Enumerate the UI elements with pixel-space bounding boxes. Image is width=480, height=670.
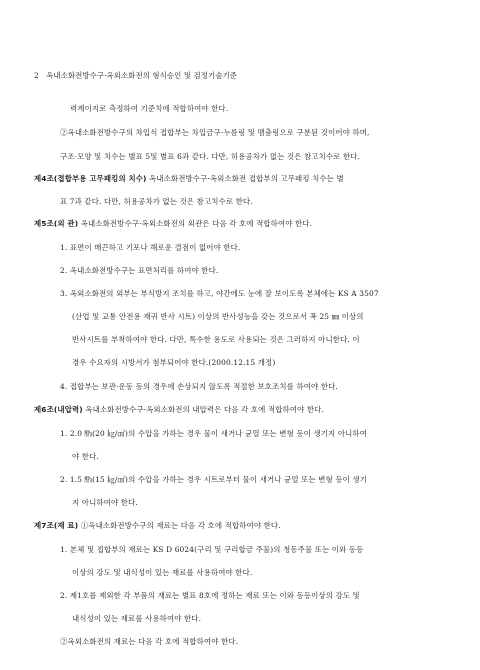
text-line: 이상의 강도 및 내식성이 있는 재료를 사용하여야 한다. bbox=[72, 568, 253, 577]
article-heading: 제5조(외 관) bbox=[34, 219, 79, 228]
paragraph-line: ②옥내소화전방수구의 차입식 접합부는 차입금구·누름링 및 맴춤링으로 구분된 것이어야 하며, bbox=[60, 128, 370, 137]
text-line: 는 재료를 사용하여야 한다. bbox=[60, 651, 98, 655]
text-line: 2. 제1호를 제외한 각 부품의 재료는 별표 9 및 별표 10에 정하는 재료 또는 이와 동등이상의 강도 bbox=[60, 656, 196, 660]
article-7-line: 제7조(재 료) ①옥내소화전방수구의 재료는 다음 각 호에 적합하여야 한다. bbox=[34, 521, 281, 530]
text-line: 3. 물이 항상 접촉되어 녹이 발생할 염려가 있는 부분은 내식가공 또는 방청가공을 하여야 bbox=[60, 666, 184, 670]
article-4-line: 제4조(접합부용 고무패킹의 치수) 옥내소화전방수구·옥외소화전 접합부의 고무패킹 치수는 별 bbox=[34, 174, 344, 183]
text-line: 야 한다. bbox=[72, 452, 99, 461]
text-line: 1. 본체 및 플랜지의 재료는 KS D 4301(회주철품)의 GC200 또는 이와 동등이상의 강도가 있 bbox=[60, 646, 193, 650]
text-line: (산업 및 교통 안전용 재귀 반사 시트) 이상의 반사성능을 갖는 것으로서 폭 25 ㎜ 이상의 bbox=[72, 312, 364, 321]
text-line: 구조·모양 및 치수는 별표 5및 별표 6과 같다. 다만, 허용공차가 없는 것은 참고치수로 한다. bbox=[60, 152, 361, 161]
text-line: 반사시트를 부착하여야 한다. 다만, 특수한 용도로 사용되는 것은 그러하지 아니한다. 이 bbox=[72, 335, 360, 344]
list-item: 2. 1.5 ㎫(15 ㎏/㎠)의 수압을 가하는 경우 시트로부터 물이 새거나 균열 또는 변형 등이 생기 bbox=[60, 475, 367, 484]
text-line: 지 아니하여야 한다. bbox=[72, 498, 138, 507]
list-item: 2. 옥내소화전방수구는 표면처리를 하여야 한다. bbox=[60, 266, 219, 275]
running-title: 옥내소화전방수구·옥외소화전의 형식승인 및 검정기술기준 bbox=[46, 71, 237, 80]
text-line: 내식성이 있는 재료를 사용하여야 한다. bbox=[72, 614, 202, 623]
list-item: 1. 표면이 매끈하고 기포나 해로운 결점이 없어야 한다. bbox=[60, 243, 241, 252]
list-item: 4. 접합부는 보관·운동 등의 경우에 손상되지 않도록 적절한 보호조치를 하여야 한다. bbox=[60, 382, 338, 391]
list-item: 2. 제1호를 제외한 각 부품의 재료는 별표 8호에 정하는 재료 또는 이와 동등이상의 강도 및 bbox=[60, 591, 360, 600]
running-header bbox=[34, 70, 237, 81]
article-heading: 제7조(재 료) bbox=[34, 521, 79, 530]
list-item: 3. 옥외소화전의 외부는 부식방지 조치를 하고, 야간에도 눈에 잘 보이도록 본체에는 KS A 3507 bbox=[60, 289, 379, 298]
list-item: 1. 본체 및 접합부의 재료는 KS D 6024(구리 및 구리합금 주물)의 청동주물 또는 이와 동등 bbox=[60, 545, 364, 554]
page-number: 2 bbox=[34, 71, 39, 80]
article-heading: 제4조(접합부용 고무패킹의 치수) bbox=[34, 174, 147, 183]
list-item: 1. 2.0 ㎫(20 ㎏/㎠)의 수압을 가하는 경우 물이 새거나 균열 또는 변형 등이 생기지 아니하여 bbox=[60, 429, 367, 438]
article-5-line: 제5조(외 관) 옥내소화전방수구·옥외소화전의 외관은 다음 각 호에 적합하여야 한다. bbox=[34, 219, 313, 228]
text-line: 경우 수요자의 시방서가 첨부되어야 한다.(2000.12.15 개정) bbox=[72, 358, 276, 367]
text-line: 표 7과 같다. 다만, 허용공차가 없는 것은 참고치수로 한다. bbox=[60, 197, 253, 206]
article-heading: 제6조(내압력) bbox=[34, 405, 83, 414]
text-line: 및 내식성이 있는 재료를 사용하여야 한다. bbox=[60, 661, 119, 665]
paragraph-line: ②옥외소화전의 재료는 다음 각 호에 적합하여야 한다. bbox=[60, 637, 239, 646]
article-6-line: 제6조(내압력) 옥내소화전방수구·옥외소화전의 내압력은 다음 각 호에 적합하여야 한다. bbox=[34, 405, 324, 414]
text-line: 력계이지로 측정하여 기준치에 적합하여야 한다. bbox=[70, 104, 229, 113]
